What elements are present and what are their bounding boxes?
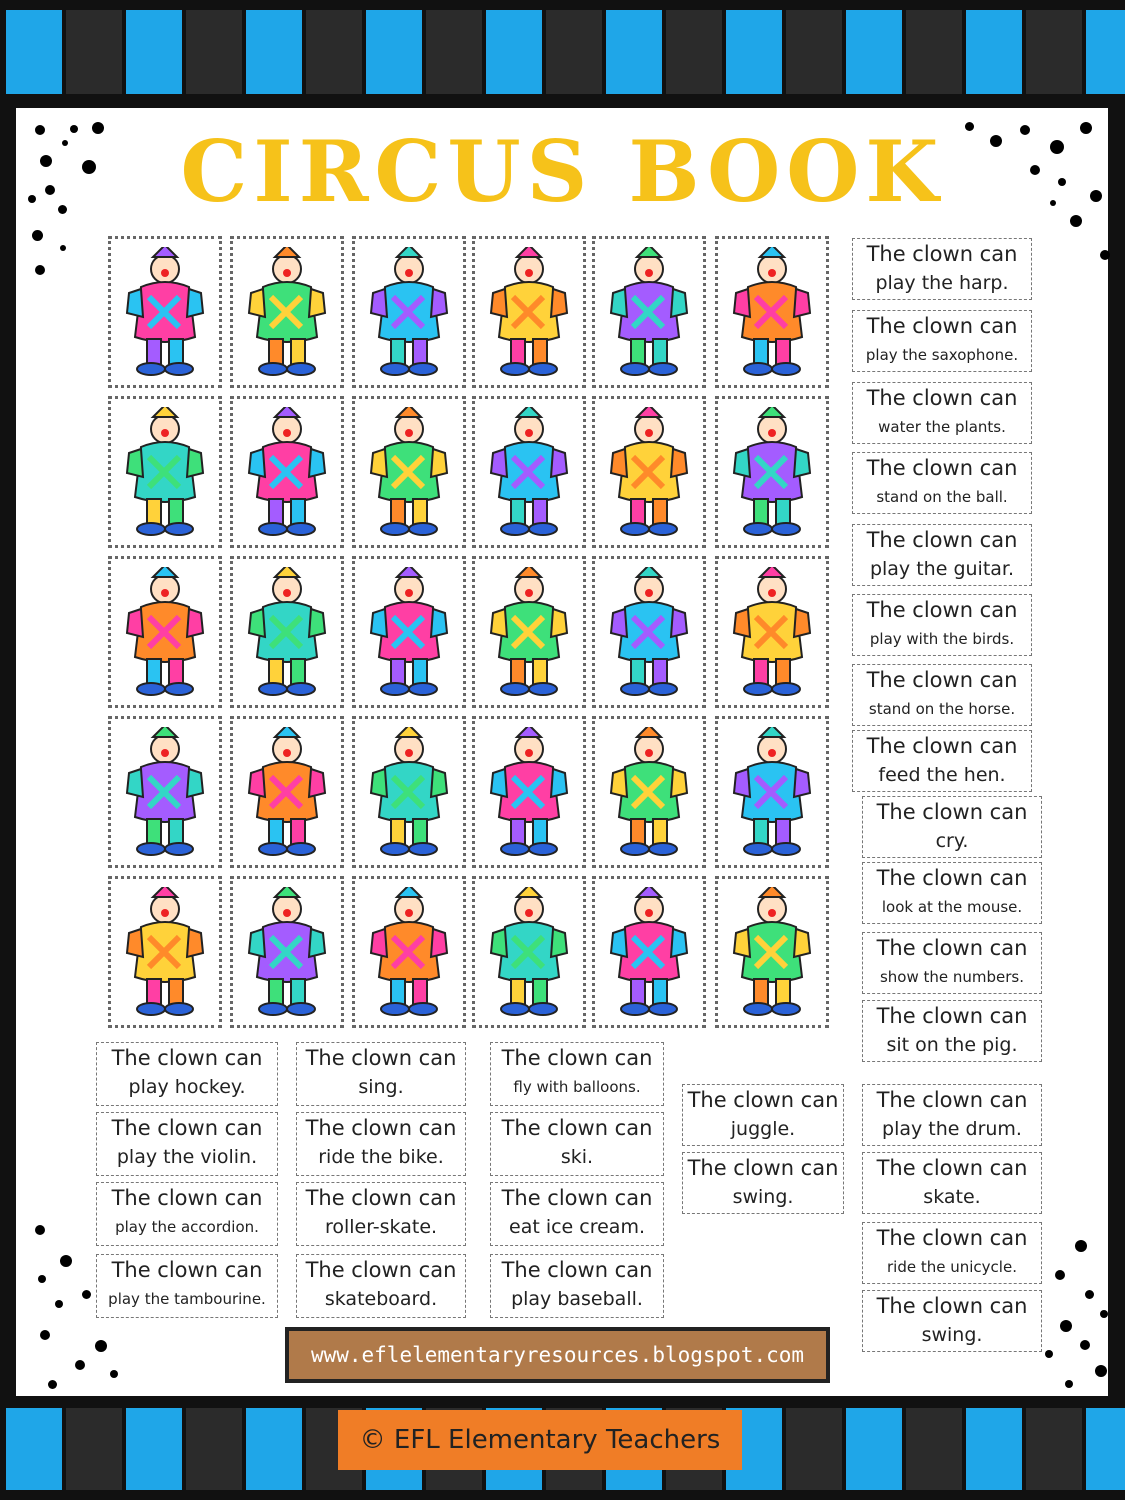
decorative-dot (110, 1370, 118, 1378)
sentence-label (490, 1112, 664, 1176)
decorative-dot (1070, 215, 1082, 227)
decorative-dot (40, 1330, 50, 1340)
sentence-label (96, 1112, 278, 1176)
sentence-label (862, 1152, 1042, 1214)
sentence-line-1: The clown can (876, 1226, 1028, 1250)
sentence-line-2: play the tambourine. (108, 1290, 266, 1308)
clown-icon (241, 407, 333, 537)
decorative-dot (60, 1255, 72, 1267)
sentence-label (862, 932, 1042, 994)
sentence-label (490, 1254, 664, 1318)
sentence-line-1: The clown can (876, 1088, 1028, 1112)
clown-icon (241, 727, 333, 857)
decorative-dot (48, 1380, 57, 1389)
sentence-label (862, 1000, 1042, 1062)
decorative-dot (1060, 1320, 1072, 1332)
sentence-line-2: eat ice cream. (509, 1216, 645, 1238)
sentence-line-1: The clown can (501, 1116, 653, 1140)
sentence-line-2: swing. (921, 1324, 983, 1346)
picture-card-clown-sitting (472, 876, 586, 1028)
sentence-line-1: The clown can (305, 1116, 457, 1140)
decorative-dot (38, 1275, 46, 1283)
clown-icon (363, 567, 455, 697)
sentence-label (296, 1254, 466, 1318)
border-stripe (846, 10, 902, 94)
sentence-label (490, 1042, 664, 1106)
border-stripe (966, 10, 1022, 94)
border-stripe (786, 1408, 842, 1490)
decorative-dot (75, 1360, 85, 1370)
picture-card-clown-juggling (715, 716, 829, 868)
sentence-line-1: The clown can (866, 456, 1018, 480)
decorative-dot (60, 245, 66, 251)
clown-icon (603, 567, 695, 697)
sentence-label (862, 796, 1042, 858)
sentence-line-2: show the numbers. (879, 968, 1025, 986)
decorative-dot (1045, 1350, 1053, 1358)
border-stripe (126, 1408, 182, 1490)
sentence-line-2: stand on the ball. (876, 488, 1008, 506)
sentence-line-2: cry. (935, 830, 969, 852)
decorative-dot (1095, 1365, 1107, 1377)
sentence-line-1: The clown can (305, 1046, 457, 1070)
sentence-line-2: ride the bike. (318, 1146, 444, 1168)
sentence-label (862, 862, 1042, 924)
clown-icon (483, 727, 575, 857)
decorative-dot (35, 265, 45, 275)
sentence-line-2: water the plants. (878, 418, 1006, 436)
sentence-label (852, 382, 1032, 444)
decorative-dot (1085, 1290, 1094, 1299)
sentence-line-1: The clown can (305, 1186, 457, 1210)
sentence-line-1: The clown can (111, 1116, 263, 1140)
decorative-dot (95, 1340, 107, 1352)
top-stripe-border (0, 0, 1125, 104)
decorative-dot (1100, 1310, 1108, 1318)
border-stripe (606, 10, 662, 94)
picture-card-clown-harp (352, 556, 466, 708)
sentence-label (852, 310, 1032, 372)
picture-card-clown-with-dog (108, 236, 222, 388)
picture-card-clown-skateboard (230, 876, 344, 1028)
border-stripe (1086, 10, 1125, 94)
decorative-dot (35, 1225, 45, 1235)
sentence-line-2: juggle. (730, 1118, 796, 1140)
picture-card-crying-clown (230, 236, 344, 388)
border-stripe (906, 10, 962, 94)
clown-icon (726, 247, 818, 377)
copyright-footer: © EFL Elementary Teachers (338, 1410, 742, 1470)
sentence-line-1: The clown can (866, 314, 1018, 338)
sentence-line-1: The clown can (866, 598, 1018, 622)
sentence-line-2: stand on the horse. (868, 700, 1016, 718)
sentence-line-2: swing. (732, 1186, 794, 1208)
sentence-line-2: play the violin. (116, 1146, 258, 1168)
clown-icon (363, 407, 455, 537)
decorative-dot (55, 1300, 63, 1308)
border-stripe (726, 10, 782, 94)
picture-card-clown-unicycle (715, 236, 829, 388)
picture-card-clown-tambourine (715, 556, 829, 708)
sentence-label (852, 730, 1032, 792)
sentence-line-1: The clown can (501, 1046, 653, 1070)
sentence-line-2: play hockey. (128, 1076, 246, 1098)
sentence-line-2: skateboard. (324, 1288, 438, 1310)
clown-icon (119, 567, 211, 697)
sentence-label (96, 1182, 278, 1246)
border-stripe (1026, 10, 1082, 94)
clown-icon (603, 727, 695, 857)
picture-card-clown-singing (352, 716, 466, 868)
picture-card-clown-on-bike (472, 396, 586, 548)
sentence-line-1: The clown can (501, 1258, 653, 1282)
sentence-line-2: sit on the pig. (886, 1034, 1018, 1056)
clown-icon (119, 887, 211, 1017)
border-stripe (126, 10, 182, 94)
sentence-label (490, 1182, 664, 1246)
picture-card-clown-accordion (230, 556, 344, 708)
sentence-label (852, 452, 1032, 514)
sentence-label (296, 1112, 466, 1176)
border-stripe (546, 10, 602, 94)
picture-card-clown-trumpet (715, 396, 829, 548)
sentence-label (296, 1042, 466, 1106)
border-stripe (486, 10, 542, 94)
sentence-line-2: look at the mouse. (881, 898, 1023, 916)
clown-icon (483, 567, 575, 697)
sentence-line-1: The clown can (111, 1186, 263, 1210)
sentence-line-2: play the drum. (882, 1118, 1022, 1140)
sentence-line-1: The clown can (305, 1258, 457, 1282)
picture-card-clown-watering (592, 396, 706, 548)
sentence-label (862, 1290, 1042, 1352)
sentence-line-1: The clown can (876, 1004, 1028, 1028)
clown-icon (119, 407, 211, 537)
clown-icon (119, 727, 211, 857)
sentence-line-1: The clown can (866, 528, 1018, 552)
picture-card-clown-hockey (715, 876, 829, 1028)
sentence-label (296, 1182, 466, 1246)
sentence-line-1: The clown can (866, 386, 1018, 410)
sentence-line-2: ride the unicycle. (887, 1258, 1017, 1276)
picture-card-clown-guitar (592, 556, 706, 708)
border-stripe (846, 1408, 902, 1490)
sentence-line-1: The clown can (866, 668, 1018, 692)
sentence-label (682, 1084, 844, 1146)
border-stripe (246, 1408, 302, 1490)
clown-icon (726, 567, 818, 697)
picture-card-clown-drum (592, 716, 706, 868)
sentence-line-2: feed the hen. (878, 764, 1006, 786)
border-stripe (6, 1408, 62, 1490)
sentence-line-2: sing. (358, 1076, 404, 1098)
border-stripe (906, 1408, 962, 1490)
border-stripe (66, 10, 122, 94)
sentence-line-1: The clown can (876, 936, 1028, 960)
clown-icon (483, 247, 575, 377)
sentence-label (852, 664, 1032, 726)
border-stripe (786, 10, 842, 94)
picture-card-clown-standing (472, 236, 586, 388)
picture-card-clown-rocking-horse (108, 876, 222, 1028)
picture-card-clown-on-ball (352, 236, 466, 388)
clown-icon (119, 247, 211, 377)
clown-icon (241, 567, 333, 697)
sentence-line-2: play with the birds. (869, 630, 1015, 648)
decorative-dot (1055, 1270, 1065, 1280)
sentence-label (862, 1084, 1042, 1146)
sentence-label (852, 238, 1032, 300)
clown-icon (726, 887, 818, 1017)
border-stripe (966, 1408, 1022, 1490)
clown-icon (603, 407, 695, 537)
sentence-line-2: fly with balloons. (513, 1078, 641, 1096)
sentence-line-2: play baseball. (511, 1288, 643, 1310)
picture-card-clown-with-bird (352, 396, 466, 548)
sentence-label (862, 1222, 1042, 1284)
sentence-line-2: skate. (923, 1186, 981, 1208)
sentence-line-2: play the guitar. (869, 558, 1015, 580)
sentence-line-1: The clown can (866, 734, 1018, 758)
sentence-label (96, 1254, 278, 1318)
border-stripe (666, 10, 722, 94)
decorative-dot (32, 230, 43, 241)
border-stripe (246, 10, 302, 94)
sentence-label (682, 1152, 844, 1214)
picture-card-clown-balancing (108, 716, 222, 868)
picture-card-clown-roller-skate (230, 716, 344, 868)
clown-icon (726, 727, 818, 857)
sentence-line-2: roller-skate. (324, 1216, 438, 1238)
clown-icon (241, 247, 333, 377)
border-stripe (366, 10, 422, 94)
border-stripe (186, 10, 242, 94)
sentence-line-1: The clown can (111, 1258, 263, 1282)
clown-icon (726, 407, 818, 537)
clown-icon (363, 247, 455, 377)
decorative-dot (1080, 1340, 1090, 1350)
border-stripe (66, 1408, 122, 1490)
border-stripe (6, 10, 62, 94)
decorative-dot (82, 1290, 91, 1299)
sentence-line-2: play the harp. (875, 272, 1009, 294)
border-stripe (1086, 1408, 1125, 1490)
sentence-label (96, 1042, 278, 1106)
page-title: CIRCUS BOOK (180, 122, 945, 221)
sentence-line-1: The clown can (876, 800, 1028, 824)
sentence-line-1: The clown can (111, 1046, 263, 1070)
sentence-label (852, 524, 1032, 586)
clown-icon (603, 887, 695, 1017)
decorative-dot (1100, 250, 1110, 260)
border-stripe (1026, 1408, 1082, 1490)
clown-icon (363, 727, 455, 857)
clown-icon (241, 887, 333, 1017)
sentence-line-1: The clown can (876, 1156, 1028, 1180)
sentence-line-1: The clown can (501, 1186, 653, 1210)
sentence-line-1: The clown can (687, 1088, 839, 1112)
picture-card-clown-on-pig (108, 556, 222, 708)
sentence-line-2: ski. (560, 1146, 594, 1168)
picture-card-clown-skating (230, 396, 344, 548)
border-stripe (306, 10, 362, 94)
decorative-dot (1075, 1240, 1087, 1252)
sentence-label (852, 594, 1032, 656)
sentence-line-1: The clown can (866, 242, 1018, 266)
picture-card-clown-saxophone (108, 396, 222, 548)
decorative-dot (1065, 1380, 1073, 1388)
clown-icon (363, 887, 455, 1017)
picture-card-clown-skiing (592, 236, 706, 388)
sentence-line-1: The clown can (876, 1294, 1028, 1318)
clown-icon (483, 407, 575, 537)
picture-card-clown-baseball (472, 716, 586, 868)
border-stripe (186, 1408, 242, 1490)
sentence-line-1: The clown can (687, 1156, 839, 1180)
sentence-line-1: The clown can (876, 866, 1028, 890)
sentence-line-2: play the saxophone. (865, 346, 1019, 364)
clown-icon (483, 887, 575, 1017)
picture-card-clown-balloons (352, 876, 466, 1028)
border-stripe (426, 10, 482, 94)
website-banner: www.eflelementaryresources.blogspot.com (285, 1327, 830, 1383)
picture-card-clown-swing (592, 876, 706, 1028)
sentence-line-2: play the accordion. (115, 1218, 259, 1236)
picture-card-clown-violin (472, 556, 586, 708)
clown-icon (603, 247, 695, 377)
